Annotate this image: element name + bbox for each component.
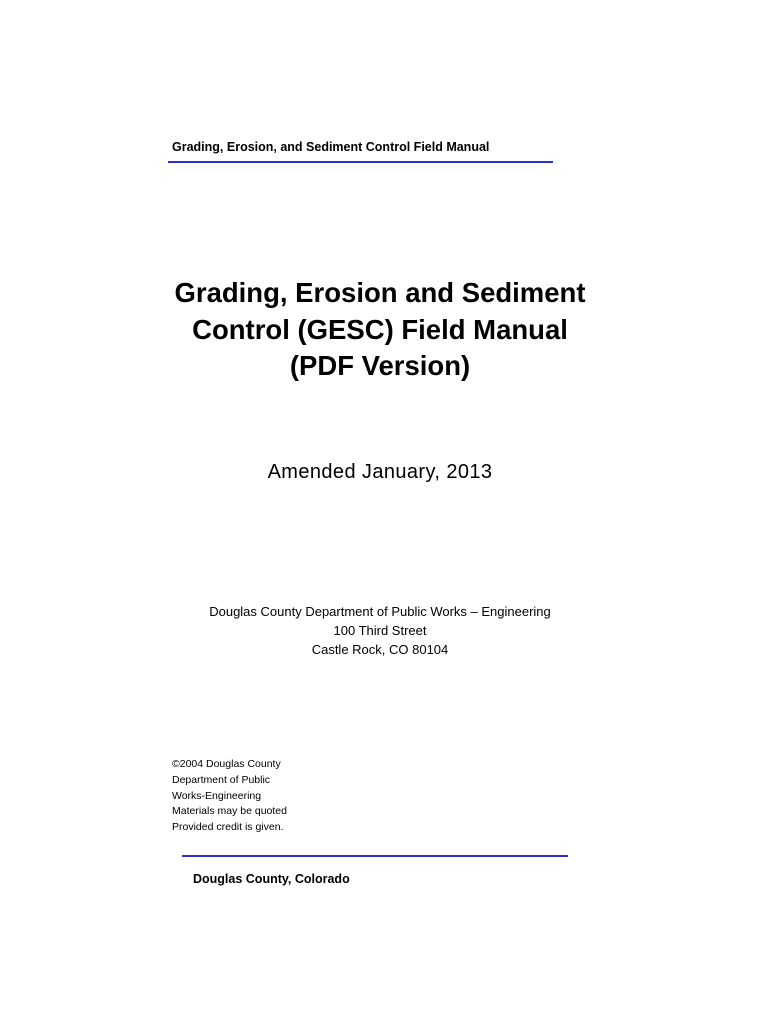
footer-rule [182, 855, 568, 857]
copyright-line-5: Provided credit is given. [172, 821, 284, 834]
title-line-2: Control (GESC) Field Manual [192, 313, 568, 345]
running-header: Grading, Erosion, and Sediment Control Field Manual [172, 140, 490, 154]
copyright-line-4: Materials may be quoted [172, 805, 287, 818]
title-line-1: Grading, Erosion and Sediment [174, 277, 586, 308]
copyright-line-3: Works-Engineering [172, 789, 262, 802]
address-line-department: Douglas County Department of Public Works – Engineering [209, 604, 551, 619]
copyright-line-2: Department of Public [172, 773, 271, 786]
amended-date: Amended January, 2013 [267, 461, 493, 483]
address-line-city: Castle Rock, CO 80104 [311, 642, 449, 657]
address-line-street: 100 Third Street [333, 623, 427, 638]
header-rule [168, 161, 553, 163]
copyright-line-1: ©2004 Douglas County [172, 758, 281, 770]
title-line-3: (PDF Version) [289, 350, 471, 381]
document-title [0, 275, 760, 385]
footer-county: Douglas County, Colorado [193, 872, 350, 886]
publisher-address [0, 602, 760, 659]
copyright-notice [172, 757, 287, 836]
